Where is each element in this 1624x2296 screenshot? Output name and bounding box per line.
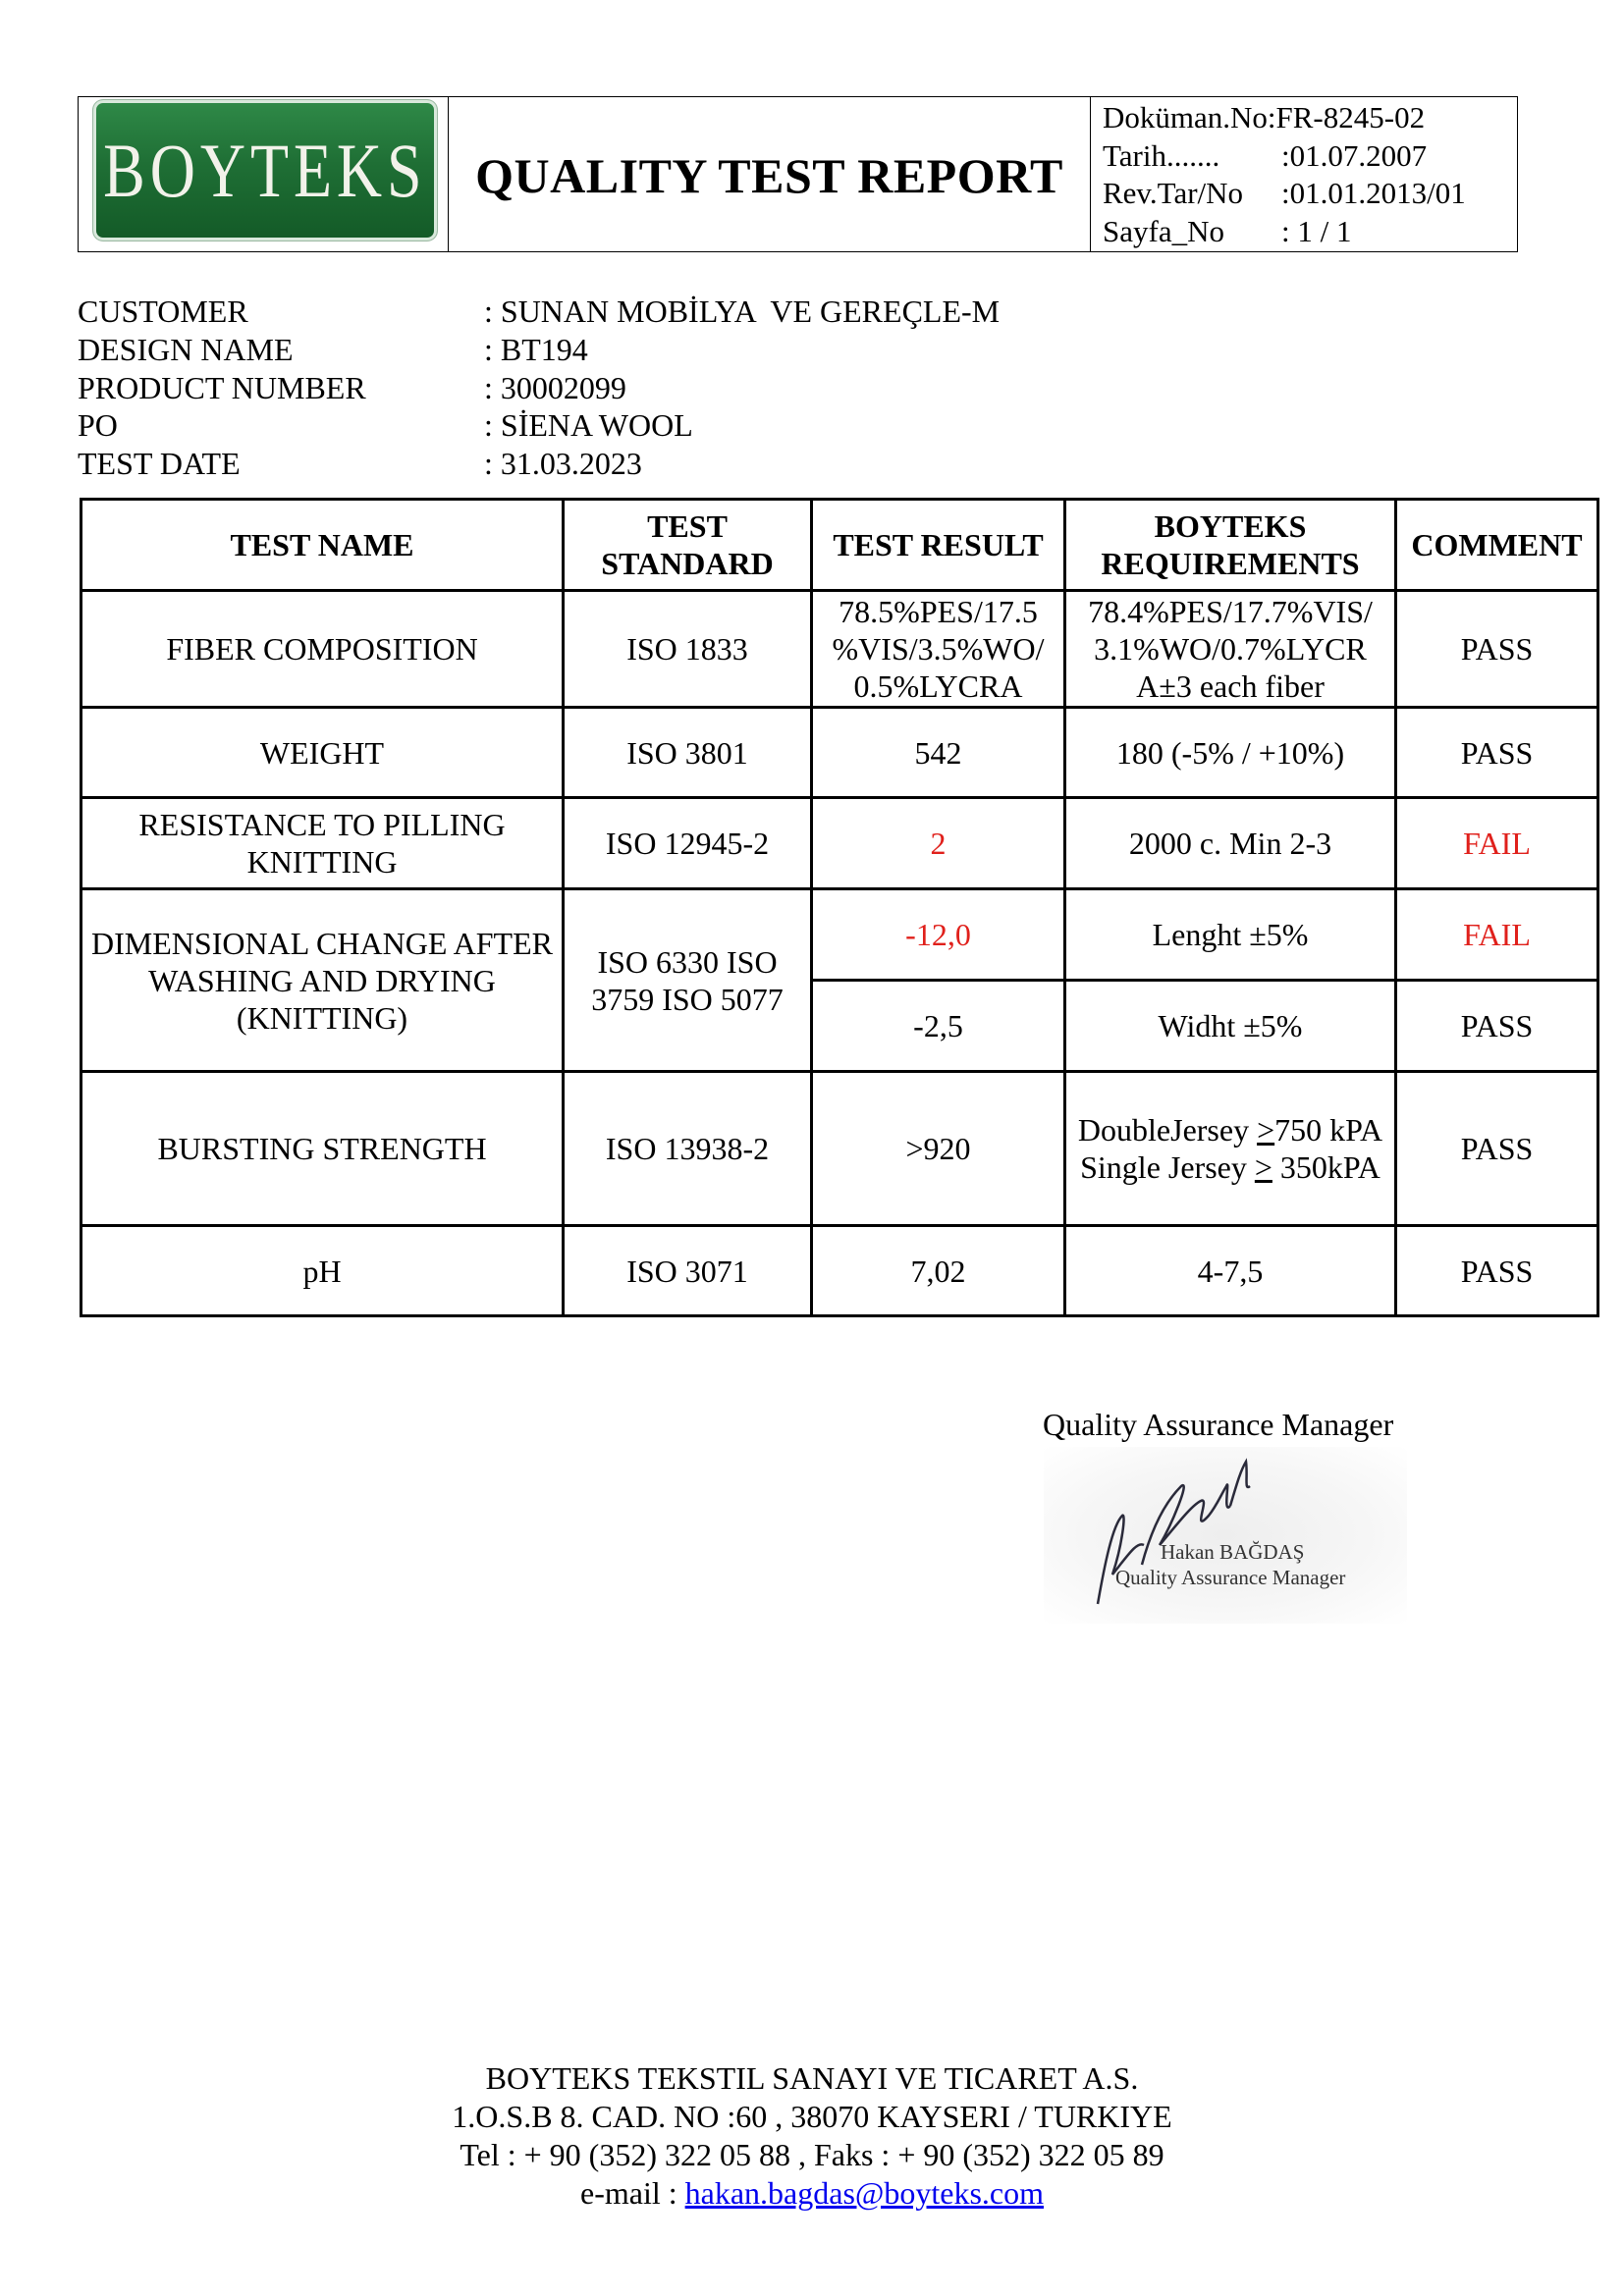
weight-requirement: 180 (-5% / +10%) [1065,708,1396,798]
stamp-name: Hakan BAĞDAŞ [1161,1540,1305,1564]
fiber-comment: PASS [1396,591,1598,708]
date-value: : 31.03.2023 [484,446,642,482]
bursting-req-double-value: 750 kPA [1274,1112,1383,1148]
footer-company: BOYTEKS TEKSTIL SANAYI VE TICARET A.S. [485,2060,1139,2096]
header-standard-line1: TEST [647,508,728,544]
pilling-test-name: RESISTANCE TO PILLING KNITTING [81,798,564,889]
dimensional-standard: ISO 6330 ISO 3759 ISO 5077 [564,889,812,1072]
pilling-standard: ISO 12945-2 [564,798,812,889]
table-header-row [81,500,1598,591]
footer-email-line [0,2174,1624,2213]
ph-requirement: 4-7,5 [1065,1226,1396,1316]
document-header [78,96,1518,252]
design-value: : BT194 [484,331,588,367]
ph-comment: PASS [1396,1226,1598,1316]
company-footer [0,2059,1624,2213]
rev-value: :01.01.2013/01 [1281,176,1466,210]
stamp-role: Quality Assurance Manager [1115,1566,1346,1589]
pilling-result: 2 [812,798,1065,889]
weight-comment: PASS [1396,708,1598,798]
bursting-req-double-text: DoubleJersey [1077,1112,1258,1148]
document-info [1103,99,1466,250]
header-test-standard [564,500,812,591]
report-info [78,293,1000,483]
table-row [81,591,1598,708]
title-cell [449,97,1091,251]
email-link[interactable]: hakan.bagdas@boyteks.com [684,2175,1044,2211]
ph-result: 7,02 [812,1226,1065,1316]
logo-cell [79,97,449,251]
pilling-comment: FAIL [1396,798,1598,889]
dimensional-width-requirement: Widht ±5% [1065,981,1396,1072]
bursting-comment: PASS [1396,1072,1598,1226]
bursting-req-single-value: 350kPA [1272,1149,1380,1185]
table-row [81,708,1598,798]
bursting-standard: ISO 13938-2 [564,1072,812,1226]
weight-result: 542 [812,708,1065,798]
po-label: PO [78,407,118,444]
table-row [81,889,1598,981]
fiber-result: 78.5%PES/17.5 %VIS/3.5%WO/ 0.5%LYCRA [812,591,1065,708]
fiber-standard: ISO 1833 [564,591,812,708]
product-value: : 30002099 [484,369,626,405]
sayfa-value: : 1 / 1 [1281,213,1352,248]
table-row [81,798,1598,889]
header-test-name: TEST NAME [81,500,564,591]
signature-title: Quality Assurance Manager [1043,1407,1394,1442]
test-results-table [80,498,1599,1317]
dimensional-width-result: -2,5 [812,981,1065,1072]
bursting-req-single-text: Single Jersey [1080,1149,1255,1185]
weight-test-name: WEIGHT [81,708,564,798]
signature-stamp [1044,1447,1407,1624]
footer-email-label: e-mail : [580,2175,685,2211]
sayfa-label: Sayfa_No [1103,213,1224,248]
boyteks-logo [93,100,437,240]
product-label: PRODUCT NUMBER [78,369,366,405]
header-comment: COMMENT [1396,500,1598,591]
table-row [81,1226,1598,1316]
header-req-line2: REQUIREMENTS [1101,546,1360,581]
table-row [81,1072,1598,1226]
tarih-value: :01.07.2007 [1281,137,1428,173]
logo-text: BOYTEKS [103,127,427,213]
design-label: DESIGN NAME [78,331,294,367]
header-req-line1: BOYTEKS [1154,508,1307,544]
dimensional-length-comment: FAIL [1396,889,1598,981]
ph-standard: ISO 3071 [564,1226,812,1316]
customer-label: CUSTOMER [78,294,248,329]
signature-scribble [1044,1447,1407,1624]
report-title: QUALITY TEST REPORT [475,147,1063,203]
dimensional-width-comment: PASS [1396,981,1598,1072]
header-standard-line2: STANDARD [601,546,774,581]
bursting-req-single-ge: > [1254,1149,1272,1185]
fiber-test-name: FIBER COMPOSITION [81,591,564,708]
dimensional-length-result: -12,0 [812,889,1065,981]
dimensional-test-name: DIMENSIONAL CHANGE AFTER WASHING AND DRYING (KNITTING) [81,889,564,1072]
bursting-result: >920 [812,1072,1065,1226]
header-test-result: TEST RESULT [812,500,1065,591]
footer-address: 1.O.S.B 8. CAD. NO :60 , 38070 KAYSERI / TURKIYE [452,2099,1172,2134]
dimensional-length-requirement: Lenght ±5% [1065,889,1396,981]
pilling-requirement: 2000 c. Min 2-3 [1065,798,1396,889]
doc-number: Doküman.No:FR-8245-02 [1103,100,1426,134]
fiber-requirement: 78.4%PES/17.7%VIS/ 3.1%WO/0.7%LYCR A±3 each fiber [1065,591,1396,708]
customer-value: : SUNAN MOBİLYA VE GEREÇLE-M [484,294,1001,329]
ph-test-name: pH [81,1226,564,1316]
po-value: : SİENA WOOL [484,407,693,444]
bursting-requirement [1065,1072,1396,1226]
weight-standard: ISO 3801 [564,708,812,798]
footer-phone: Tel : + 90 (352) 322 05 88 , Faks : + 90 (352) 322 05 89 [460,2137,1164,2172]
header-requirements [1065,500,1396,591]
bursting-test-name: BURSTING STRENGTH [81,1072,564,1226]
date-label: TEST DATE [78,446,241,482]
bursting-req-double-ge: > [1257,1112,1275,1148]
rev-label: Rev.Tar/No [1103,176,1244,210]
tarih-label: Tarih....... [1103,137,1220,173]
